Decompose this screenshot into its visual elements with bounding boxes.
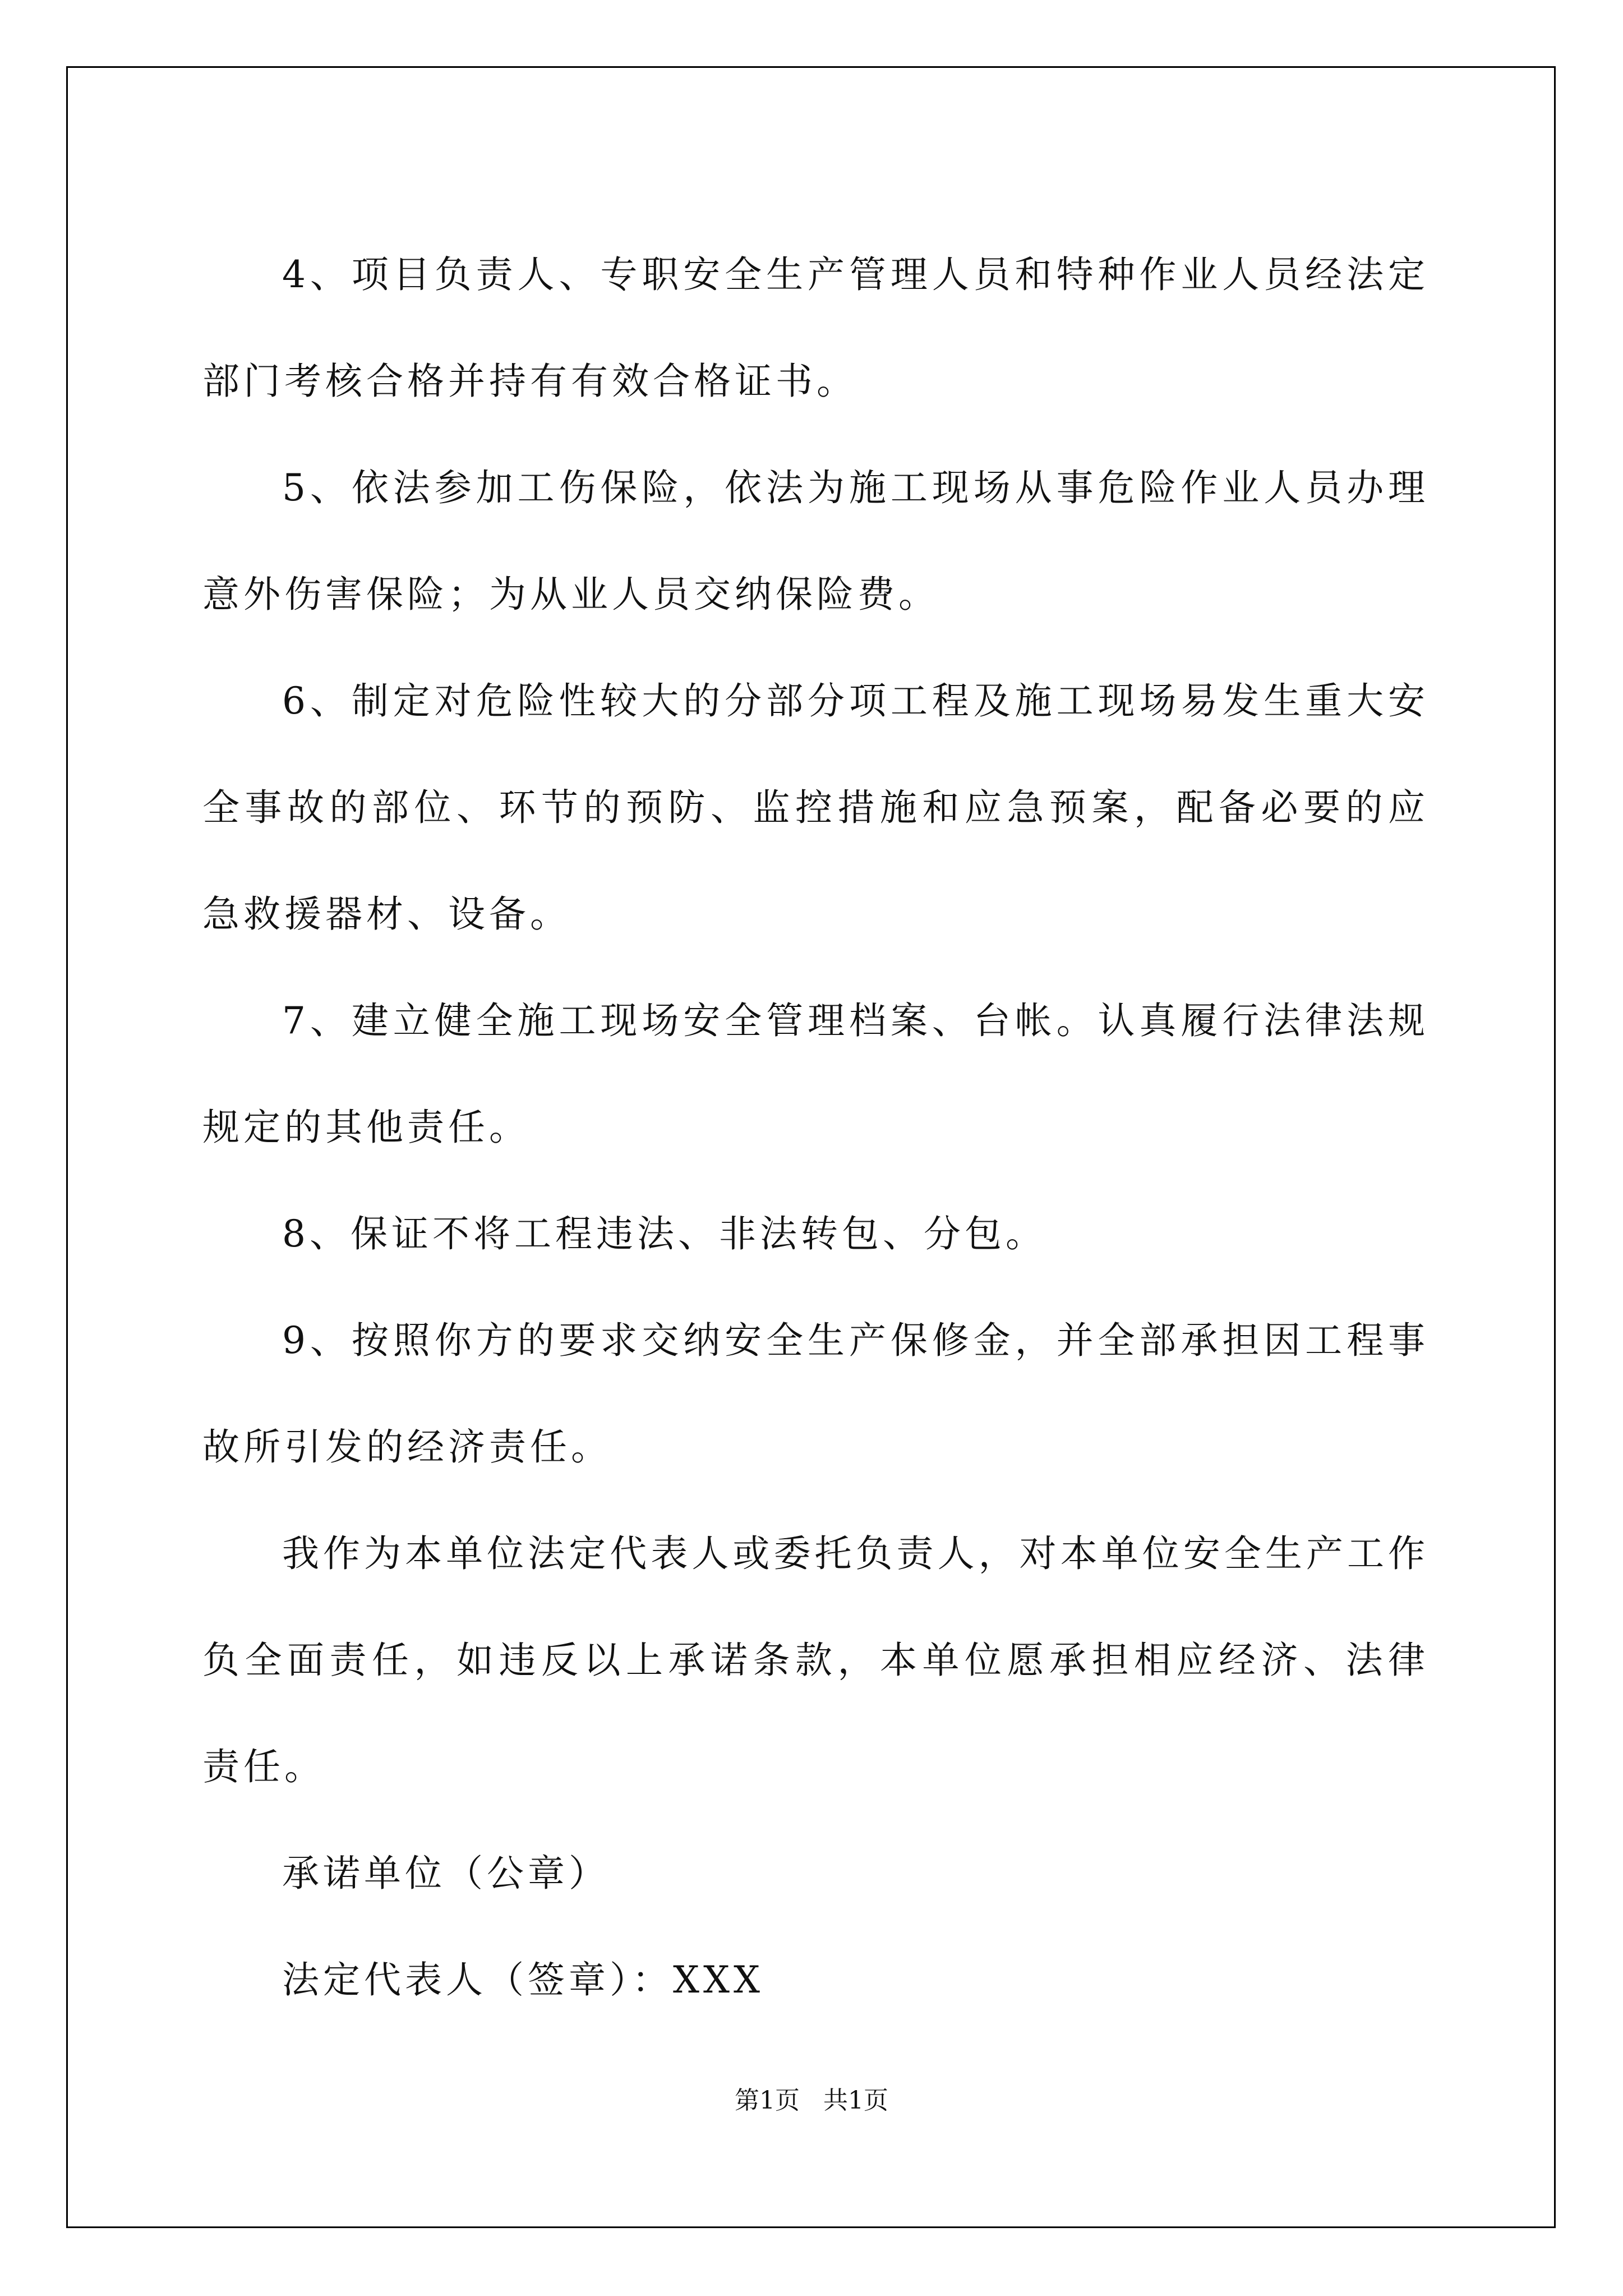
paragraph-6: 6、制定对危险性较大的分部分项工程及施工现场易发生重大安全事故的部位、环节的预防、监控措施和应急预案，配备必要的应急救援器材、设备。: [202, 679, 1429, 936]
page-total: 共1页: [823, 2086, 888, 2115]
page-footer: [0, 2080, 1623, 2116]
paragraph-4: 4、项目负责人、专职安全生产管理人员和特种作业人员经法定部门考核合格并持有有效合格证书。: [202, 253, 1429, 403]
signature-representative: 法定代表人（签章）：XXX: [282, 1958, 764, 2001]
signature-unit: 承诺单位（公章）: [282, 1852, 610, 1895]
paragraph-5: 5、依法参加工伤保险，依法为施工现场从事危险作业人员办理意外伤害保险；为从业人员交纳保险费。: [202, 466, 1429, 616]
document-body: [202, 222, 1429, 2033]
paragraph-7: 7、建立健全施工现场安全管理档案、台帐。认真履行法律法规规定的其他责任。: [202, 999, 1429, 1149]
paragraph-8: 8、保证不将工程违法、非法转包、分包。: [282, 1212, 1046, 1255]
paragraph-commitment: 我作为本单位法定代表人或委托负责人，对本单位安全生产工作负全面责任，如违反以上承诺条款，本单位愿承担相应经济、法律责任。: [202, 1532, 1429, 1788]
page-number: 第1页: [735, 2086, 800, 2115]
paragraph-9: 9、按照你方的要求交纳安全生产保修金，并全部承担因工程事故所引发的经济责任。: [202, 1319, 1429, 1469]
